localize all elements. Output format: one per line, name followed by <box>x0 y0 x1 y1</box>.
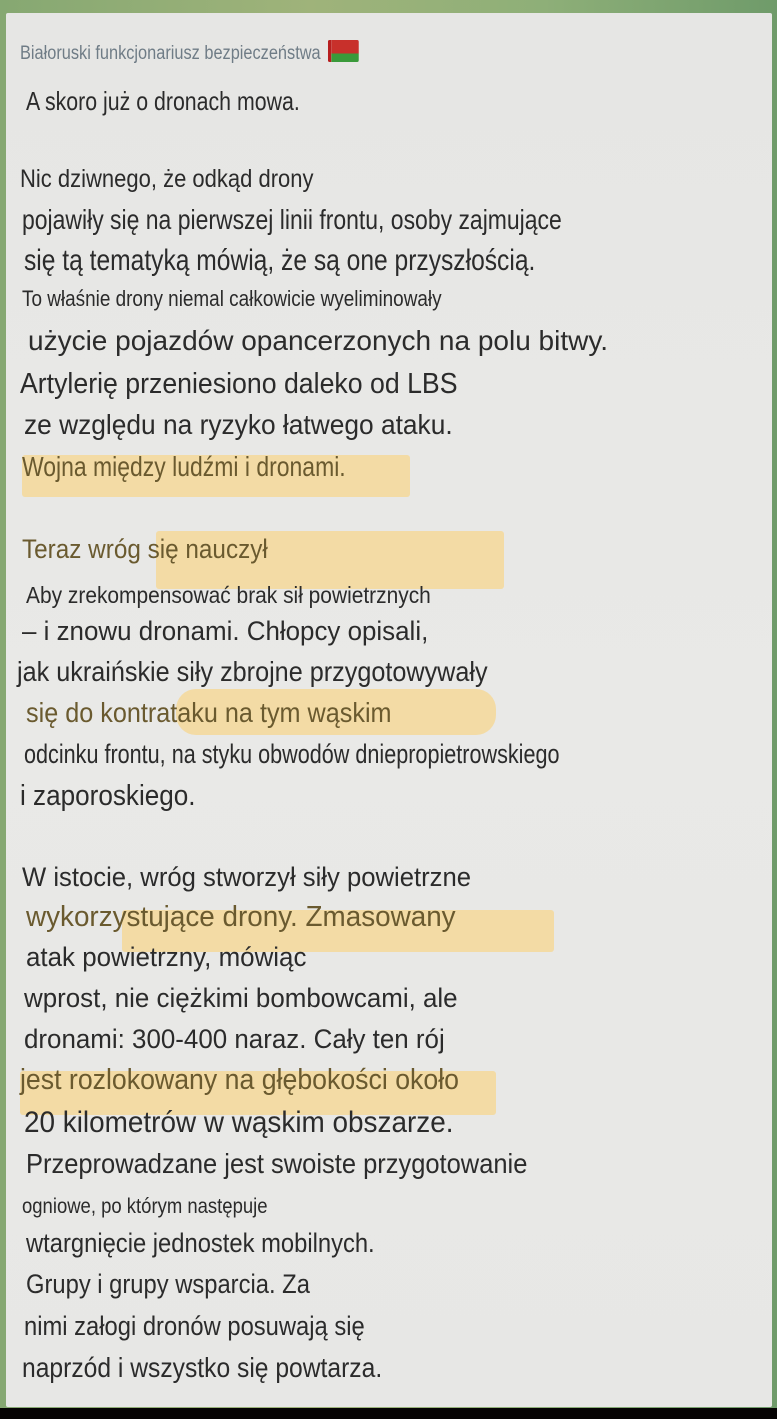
message-line: Aby zrekompensować brak sił powietrznych <box>26 582 431 608</box>
message-line: A skoro już o dronach mowa. <box>26 86 300 116</box>
message-line: nimi załogi dronów posuwają się <box>24 1311 365 1341</box>
message-line: wtargnięcie jednostek mobilnych. <box>26 1228 375 1258</box>
message-line: – i znowu dronami. Chłopcy opisali, <box>22 616 429 646</box>
bottom-bar <box>0 1408 777 1419</box>
message-line: W istocie, wróg stworzył siły powietrzne <box>22 862 471 892</box>
message-card <box>6 13 772 1407</box>
sender-name <box>20 40 358 63</box>
message-line: Nic dziwnego, że odkąd drony <box>20 165 314 193</box>
message-line: się tą tematyką mówią, że są one przyszłością. <box>24 244 536 277</box>
message-line: naprzód i wszystko się powtarza. <box>22 1352 383 1383</box>
message-line: wprost, nie ciężkimi bombowcami, ale <box>24 983 458 1013</box>
message-line: To właśnie drony niemal całkowicie wyeliminowały <box>22 286 442 311</box>
message-line: ogniowe, po którym następuje <box>22 1195 268 1218</box>
sender-label: Białoruski funkcjonariusz bezpieczeństwa <box>20 43 321 64</box>
highlighted-line: wykorzystujące drony. Zmasowany <box>26 901 456 933</box>
highlighted-line: Wojna między ludźmi i dronami. <box>22 451 346 482</box>
message-line: Grupy i grupy wsparcia. Za <box>26 1269 310 1299</box>
message-line: dronami: 300-400 naraz. Cały ten rój <box>24 1024 445 1054</box>
message-line: pojawiły się na pierwszej linii frontu, osoby zajmujące <box>22 204 562 235</box>
message-line: atak powietrzny, mówiąc <box>26 942 307 972</box>
message-line: odcinku frontu, na styku obwodów dniepropietrowskiego <box>24 739 560 769</box>
message-line: jak ukraińskie siły zbrojne przygotowywały <box>17 656 488 687</box>
message-line: użycie pojazdów opancerzonych na polu bitwy. <box>28 325 609 356</box>
message-line: 20 kilometrów w wąskim obszarze. <box>24 1106 454 1139</box>
highlighted-line: się do kontrataku na tym wąskim <box>26 697 392 728</box>
message-line: i zaporoskiego. <box>20 780 196 812</box>
message-line: Przeprowadzane jest swoiste przygotowanie <box>26 1148 528 1179</box>
highlighted-line: Teraz wróg się nauczył <box>22 534 268 564</box>
message-line: ze względu na ryzyko łatwego ataku. <box>24 409 453 440</box>
message-line: Artylerię przeniesiono daleko od LBS <box>20 368 458 400</box>
highlighted-line: jest rozlokowany na głębokości około <box>20 1064 459 1096</box>
belarus-flag-icon <box>328 40 359 62</box>
